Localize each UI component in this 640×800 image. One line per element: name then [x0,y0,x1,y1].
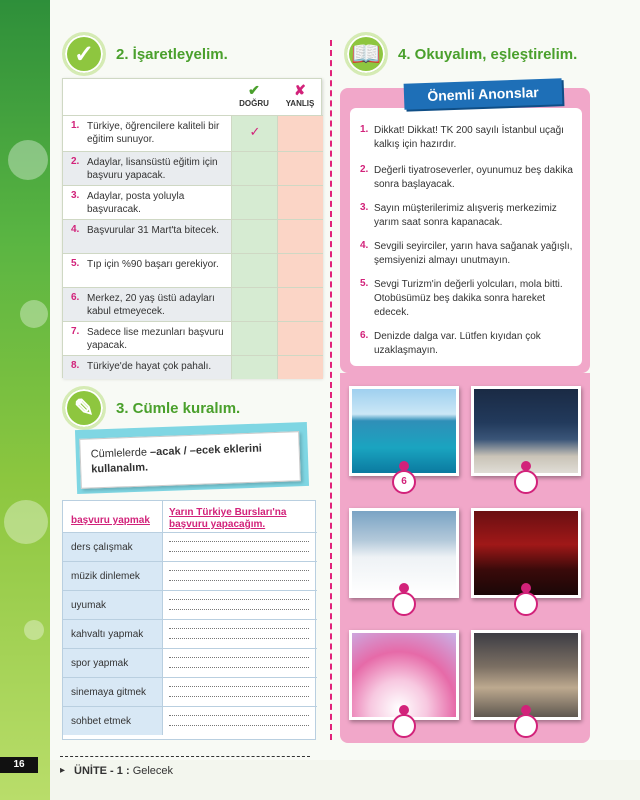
section-4-title: 4. Okuyalım, eşleştirelim. [398,45,578,63]
answer-line[interactable] [169,609,309,610]
row-text: Türkiye'de hayat çok pahalı. [87,361,212,372]
true-checkbox[interactable] [231,356,277,379]
table-row [63,590,317,619]
answer-circle[interactable]: 6 [392,470,416,494]
checkmark-icon: ✓ [62,32,106,76]
announcement-number: 4. [360,240,369,251]
answer-line[interactable] [169,628,309,629]
answer-line[interactable] [169,551,309,552]
true-checkbox[interactable] [231,116,277,151]
footer-divider [60,756,310,757]
row-text: Merkez, 20 yaş üstü adayları kabul etmeyecek. [87,293,215,317]
row-number: 3. [71,190,80,201]
true-checkbox[interactable] [231,220,277,253]
announcements-banner: Önemli Anonslar [404,78,563,109]
announcement-number: 5. [360,278,369,289]
row-text: Türkiye, öğrencilere kaliteli bir eğitim sunuyor. [87,121,220,145]
row-text: Adaylar, lisansüstü eğitim için başvuru yapacak. [87,157,218,181]
arrow-right-icon: ▸ [60,765,66,776]
section-3-title: 3. Cümle kuralım. [116,399,241,417]
verb-label: kahvaltı yapmak [63,620,163,648]
bubble-decoration [20,300,48,328]
bubble-decoration [8,140,48,180]
verb-label: uyumak [63,591,163,619]
example-sentence: Yarın Türkiye Bursları'na başvuru yapacağım. [169,507,287,530]
answer-line[interactable] [169,657,309,658]
row-text: Adaylar, posta yoluyla başvuracak. [87,191,185,215]
false-checkbox[interactable] [277,288,323,321]
table-row [63,706,317,735]
false-checkbox[interactable] [277,356,323,379]
true-checkbox[interactable] [231,254,277,287]
false-column-header [277,79,323,115]
true-label: DOĞRU [239,99,269,108]
answer-line[interactable] [169,638,309,639]
answer-line[interactable] [169,570,309,571]
answer-line[interactable] [169,599,309,600]
section-2-title: 2. İşaretleyelim. [116,45,228,63]
answer-line[interactable] [169,541,309,542]
table-row [63,532,317,561]
answer-circle[interactable] [392,592,416,616]
section-2-header [62,32,228,76]
table-row [63,619,317,648]
note-text: Cümlelerde [90,446,151,461]
table-row [63,648,317,677]
row-number: 6. [71,292,80,303]
false-label: YANLIŞ [285,99,315,108]
row-number: 7. [71,326,80,337]
verb-label: sohbet etmek [63,707,163,735]
announcement-text: Sevgi Turizm'in değerli yolcuları, mola bitti. Otobüsümüz beş dakika sonra hareket edecek. [374,279,563,318]
table-row [63,219,323,253]
announcement-number: 2. [360,164,369,175]
table-row [63,115,323,151]
true-checkbox[interactable] [231,152,277,185]
true-column-header [231,79,277,115]
answer-circle[interactable] [514,592,538,616]
check-icon: ✔ [248,82,260,98]
pencil-icon: ✎ [62,386,106,430]
false-checkbox[interactable] [277,116,323,151]
row-text: Sadece lise mezunları başvuru yapacak. [87,327,224,351]
answer-line[interactable] [169,686,309,687]
false-checkbox[interactable] [277,186,323,219]
announcement-text: Sevgili seyirciler, yarın hava sağanak yağışlı, şemsiyenizi almayı unutmayın. [374,241,573,266]
true-checkbox[interactable] [231,186,277,219]
false-checkbox[interactable] [277,254,323,287]
table-row [63,185,323,219]
bubble-decoration [24,620,44,640]
table-row [63,253,323,287]
cross-icon: ✘ [294,82,306,98]
false-checkbox[interactable] [277,220,323,253]
announcement-number: 1. [360,124,369,135]
announcement-text: Değerli tiyatroseverler, oyunumuz beş dakika sonra başlayacak. [374,165,573,190]
row-number: 5. [71,258,80,269]
example-verb: başvuru yapmak [63,501,163,541]
verb-label: müzik dinlemek [63,562,163,590]
column-divider [330,40,332,740]
footer-unit [74,765,173,777]
bubble-decoration [4,500,48,544]
verb-label: spor yapmak [63,649,163,677]
section-3-header [62,386,240,430]
book-icon: 📖 [344,32,388,76]
table-row [63,287,323,321]
tick-mark: ✓ [249,124,261,139]
unit-label: ÜNİTE - 1 : [74,765,130,777]
row-number: 8. [71,360,80,371]
answer-circle[interactable] [514,714,538,738]
true-checkbox[interactable] [231,288,277,321]
announcement-number: 6. [360,330,369,341]
answer-circle[interactable] [514,470,538,494]
verb-label: ders çalışmak [63,533,163,561]
row-number: 4. [71,224,80,235]
page-number: 16 [0,757,38,773]
row-text: Başvurular 31 Mart'ta bitecek. [87,225,219,236]
false-checkbox[interactable] [277,322,323,355]
sentence-table [62,500,316,740]
true-checkbox[interactable] [231,322,277,355]
table-row [63,151,323,185]
false-checkbox[interactable] [277,152,323,185]
table-row [63,677,317,706]
note-bold-text: –acak / –ecek eklerini kullanalım. [91,442,263,476]
unit-title: Gelecek [132,765,174,777]
instruction-note [79,431,301,489]
announcement-text: Dikkat! Dikkat! TK 200 sayılı İstanbul uçağı kalkış için hazırdır. [374,125,564,150]
table-row [63,355,323,379]
answer-line[interactable] [169,667,309,668]
true-false-table [62,78,322,378]
answer-circle[interactable] [392,714,416,738]
verb-label: sinemaya gitmek [63,678,163,706]
row-number: 2. [71,156,80,167]
answer-line[interactable] [169,715,309,716]
table-row [63,321,323,355]
section-4-header [344,32,577,76]
decorative-side-strip [0,0,50,800]
announcement-number: 3. [360,202,369,213]
answer-line[interactable] [169,580,309,581]
row-number: 1. [71,120,80,131]
answer-line[interactable] [169,696,309,697]
table-row [63,561,317,590]
announcement-text: Sayın müşterilerimiz alışveriş merkezimiz yarım saat sonra kapanacak. [374,203,557,228]
answer-line[interactable] [169,725,309,726]
row-text: Tıp için %90 başarı gerekiyor. [87,259,219,270]
announcement-text: Denizde dalga var. Lütfen kıyıdan çok uzaklaşmayın. [374,331,541,356]
